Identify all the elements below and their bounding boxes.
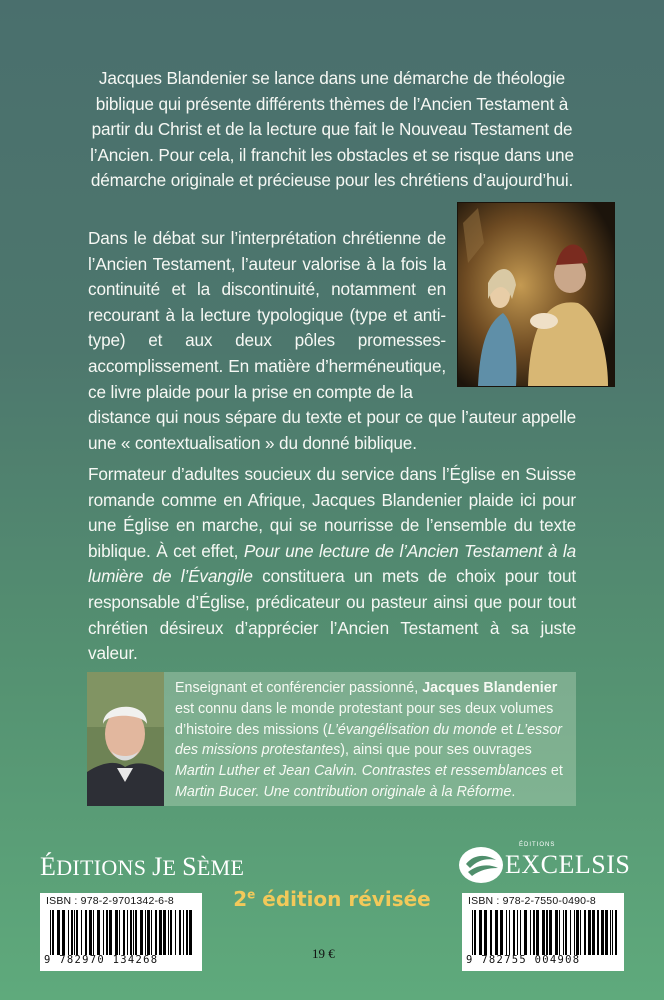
excelsis-logo-small: ÉDITIONS	[519, 842, 556, 848]
barcode-left-bars	[48, 910, 196, 955]
isbn-left-text: ISBN : 978-2-9701342-6-8	[46, 895, 174, 907]
barcode-left-digits: 9 782970 134268	[44, 954, 159, 966]
barcode-bar	[135, 910, 137, 955]
barcode-bar	[517, 910, 518, 955]
barcode-bar	[474, 910, 476, 955]
barcode-bar	[612, 910, 613, 955]
barcode-bar	[546, 910, 548, 955]
edition-number: 2	[233, 887, 248, 911]
logo-letters: E	[162, 855, 177, 880]
author-bio-text	[175, 678, 570, 803]
bio-and-2: et	[546, 763, 563, 780]
barcode-bar	[89, 910, 92, 955]
barcode-bar	[76, 910, 78, 955]
edition-sup: e	[247, 887, 256, 902]
barcode-bar	[563, 910, 564, 955]
barcode-bar	[119, 910, 120, 955]
barcode-bar	[147, 910, 150, 955]
barcode-bar	[133, 910, 134, 955]
logo-letter: J	[152, 852, 163, 881]
barcode-bar	[123, 910, 125, 955]
barcode-bar	[574, 910, 575, 955]
barcode-bar	[542, 910, 545, 955]
barcode-bar	[601, 910, 604, 955]
barcode-bar	[506, 910, 507, 955]
barcode-bar	[130, 910, 132, 955]
barcode-bar	[175, 910, 176, 955]
barcode-bar	[605, 910, 608, 955]
edition-label	[232, 887, 432, 911]
barcode-bar	[93, 910, 94, 955]
bio-end: .	[511, 783, 516, 800]
barcode-bar	[495, 910, 498, 955]
barcode-bar	[127, 910, 128, 955]
barcode-bar	[472, 910, 473, 955]
barcode-bar	[52, 910, 54, 955]
barcode-bar	[168, 910, 169, 955]
barcode-bar	[479, 910, 482, 955]
barcode-right-digits: 9 782755 004908	[466, 954, 581, 966]
logo-letter: S	[182, 852, 197, 881]
barcode-bar	[115, 910, 118, 955]
price: 19 €	[312, 946, 335, 961]
barcode-right	[462, 893, 624, 971]
edition-text: édition révisée	[255, 887, 431, 911]
barcode-bar	[576, 910, 579, 955]
barcode-bar	[97, 910, 100, 955]
excelsis-logo-text: EXCELSIS	[505, 850, 631, 879]
barcode-bar	[151, 910, 152, 955]
barcode-bar	[484, 910, 487, 955]
bio-book-3: Martin Luther et Jean Calvin. Contrastes et ressemblances	[175, 763, 547, 780]
blurb-paragraph-2-wrapped: Dans le débat sur l’interprétation chrétienne de l’Ancien Testament, l’auteur valorise à la fois la continuité et la discontinuité, notamment en recourant à la lecture typologique (type et anti-type) et aux deux pôles promesses-accomplissement. En matière d’herméneutique, ce livre plaide pour la prise en compte de la	[88, 228, 446, 402]
barcode-bar	[555, 910, 558, 955]
barcode-bar	[597, 910, 599, 955]
bio-intro: Enseignant et conférencier passionné,	[175, 680, 423, 696]
bio-mid-1: est connu dans le monde protestant pour ses deux volumes d’histoire des missions (	[175, 700, 554, 738]
barcode-bar	[524, 910, 527, 955]
book-title-inline: Pour une lecture de l’Ancien Testament à la lumière de l’Évangile	[88, 540, 576, 587]
isbn-right-text: ISBN : 978-2-7550-0490-8	[468, 895, 596, 907]
barcode-right-bars	[470, 910, 618, 955]
barcode-bar	[81, 910, 82, 955]
barcode-bar	[615, 910, 617, 955]
barcode-bar	[163, 910, 166, 955]
barcode-bar	[570, 910, 571, 955]
barcode-bar	[549, 910, 552, 955]
barcode-bar	[536, 910, 539, 955]
barcode-bar	[155, 910, 157, 955]
barcode-bar	[62, 910, 65, 955]
barcode-bar	[183, 910, 184, 955]
bio-book-4: Martin Bucer. Une contribution originale à la Réforme	[175, 783, 512, 800]
barcode-bar	[57, 910, 60, 955]
bio-book-2: L’essor des missions protestantes	[175, 721, 563, 759]
barcode-left	[40, 893, 202, 971]
barcode-bar	[533, 910, 535, 955]
blurb-paragraph-2	[88, 226, 576, 453]
barcode-bar	[580, 910, 581, 955]
blurb-paragraph-3-start: Formateur d’adultes soucieux du service dans l’Église en Suisse romande comme en Afrique, Jacques Blandenier plaide ici pour une Église en marche, qui se nourrisse de l’ensemble du texte biblique. À cet effet,	[88, 464, 576, 561]
logo-letter: É	[40, 852, 57, 881]
bio-and-1: et	[496, 721, 517, 738]
bio-mid-2: ), ainsi que pour ses ouvrages	[340, 742, 532, 759]
blurb-paragraph-3	[88, 462, 576, 667]
logo-letters: DITIONS	[56, 855, 147, 880]
barcode-bar	[50, 910, 51, 955]
barcode-bar	[509, 910, 510, 955]
barcode-bar	[588, 910, 591, 955]
barcode-bar	[68, 910, 69, 955]
barcode-bar	[145, 910, 146, 955]
blurb-paragraph-3-end: constituera un mets de choix pour tout responsable d’Église, prédicateur ou pasteur ainsi que pour tout chrétien désireux d’apprécier l’Ancien Testament à sa juste valeur.	[88, 566, 576, 664]
barcode-bar	[170, 910, 172, 955]
barcode-bar	[74, 910, 75, 955]
author-portrait	[87, 672, 164, 806]
barcode-bar	[584, 910, 586, 955]
barcode-bar	[186, 910, 188, 955]
barcode-bar	[559, 910, 560, 955]
barcode-bar	[106, 910, 108, 955]
bio-book-1: L’évangélisation du monde	[327, 721, 497, 738]
bio-author-name: Jacques Blandenier	[422, 680, 558, 696]
barcode-bar	[71, 910, 73, 955]
blurb-paragraph-2-tail: distance qui nous sépare du texte et pour ce que l’auteur appelle une « contextualisation » du donné biblique.	[88, 407, 576, 453]
barcode-bar	[85, 910, 87, 955]
barcode-bar	[520, 910, 521, 955]
barcode-bar	[513, 910, 515, 955]
barcode-bar	[490, 910, 492, 955]
barcode-bar	[530, 910, 531, 955]
barcode-bar	[159, 910, 162, 955]
barcode-bar	[592, 910, 595, 955]
barcode-bar	[103, 910, 104, 955]
barcode-bar	[109, 910, 112, 955]
blurb-paragraph-1: Jacques Blandenier se lance dans une démarche de théologie biblique qui présente différents thèmes de l’Ancien Testament à partir du Christ et de la lecture que fait le Nouveau Testament de l’Ancien. Pour cela, il franchit les obstacles et se risque dans une démarche originale et précieuse pour les chrétiens d’aujourd’hui.	[90, 68, 574, 191]
barcode-bar	[189, 910, 192, 955]
logo-letters: ÈME	[196, 855, 245, 880]
publisher-je-seme-logo	[40, 852, 244, 882]
painting-image	[457, 202, 615, 387]
barcode-bar	[140, 910, 143, 955]
barcode-bar	[500, 910, 503, 955]
barcode-bar	[610, 910, 611, 955]
barcode-bar	[179, 910, 181, 955]
barcode-bar	[565, 910, 567, 955]
